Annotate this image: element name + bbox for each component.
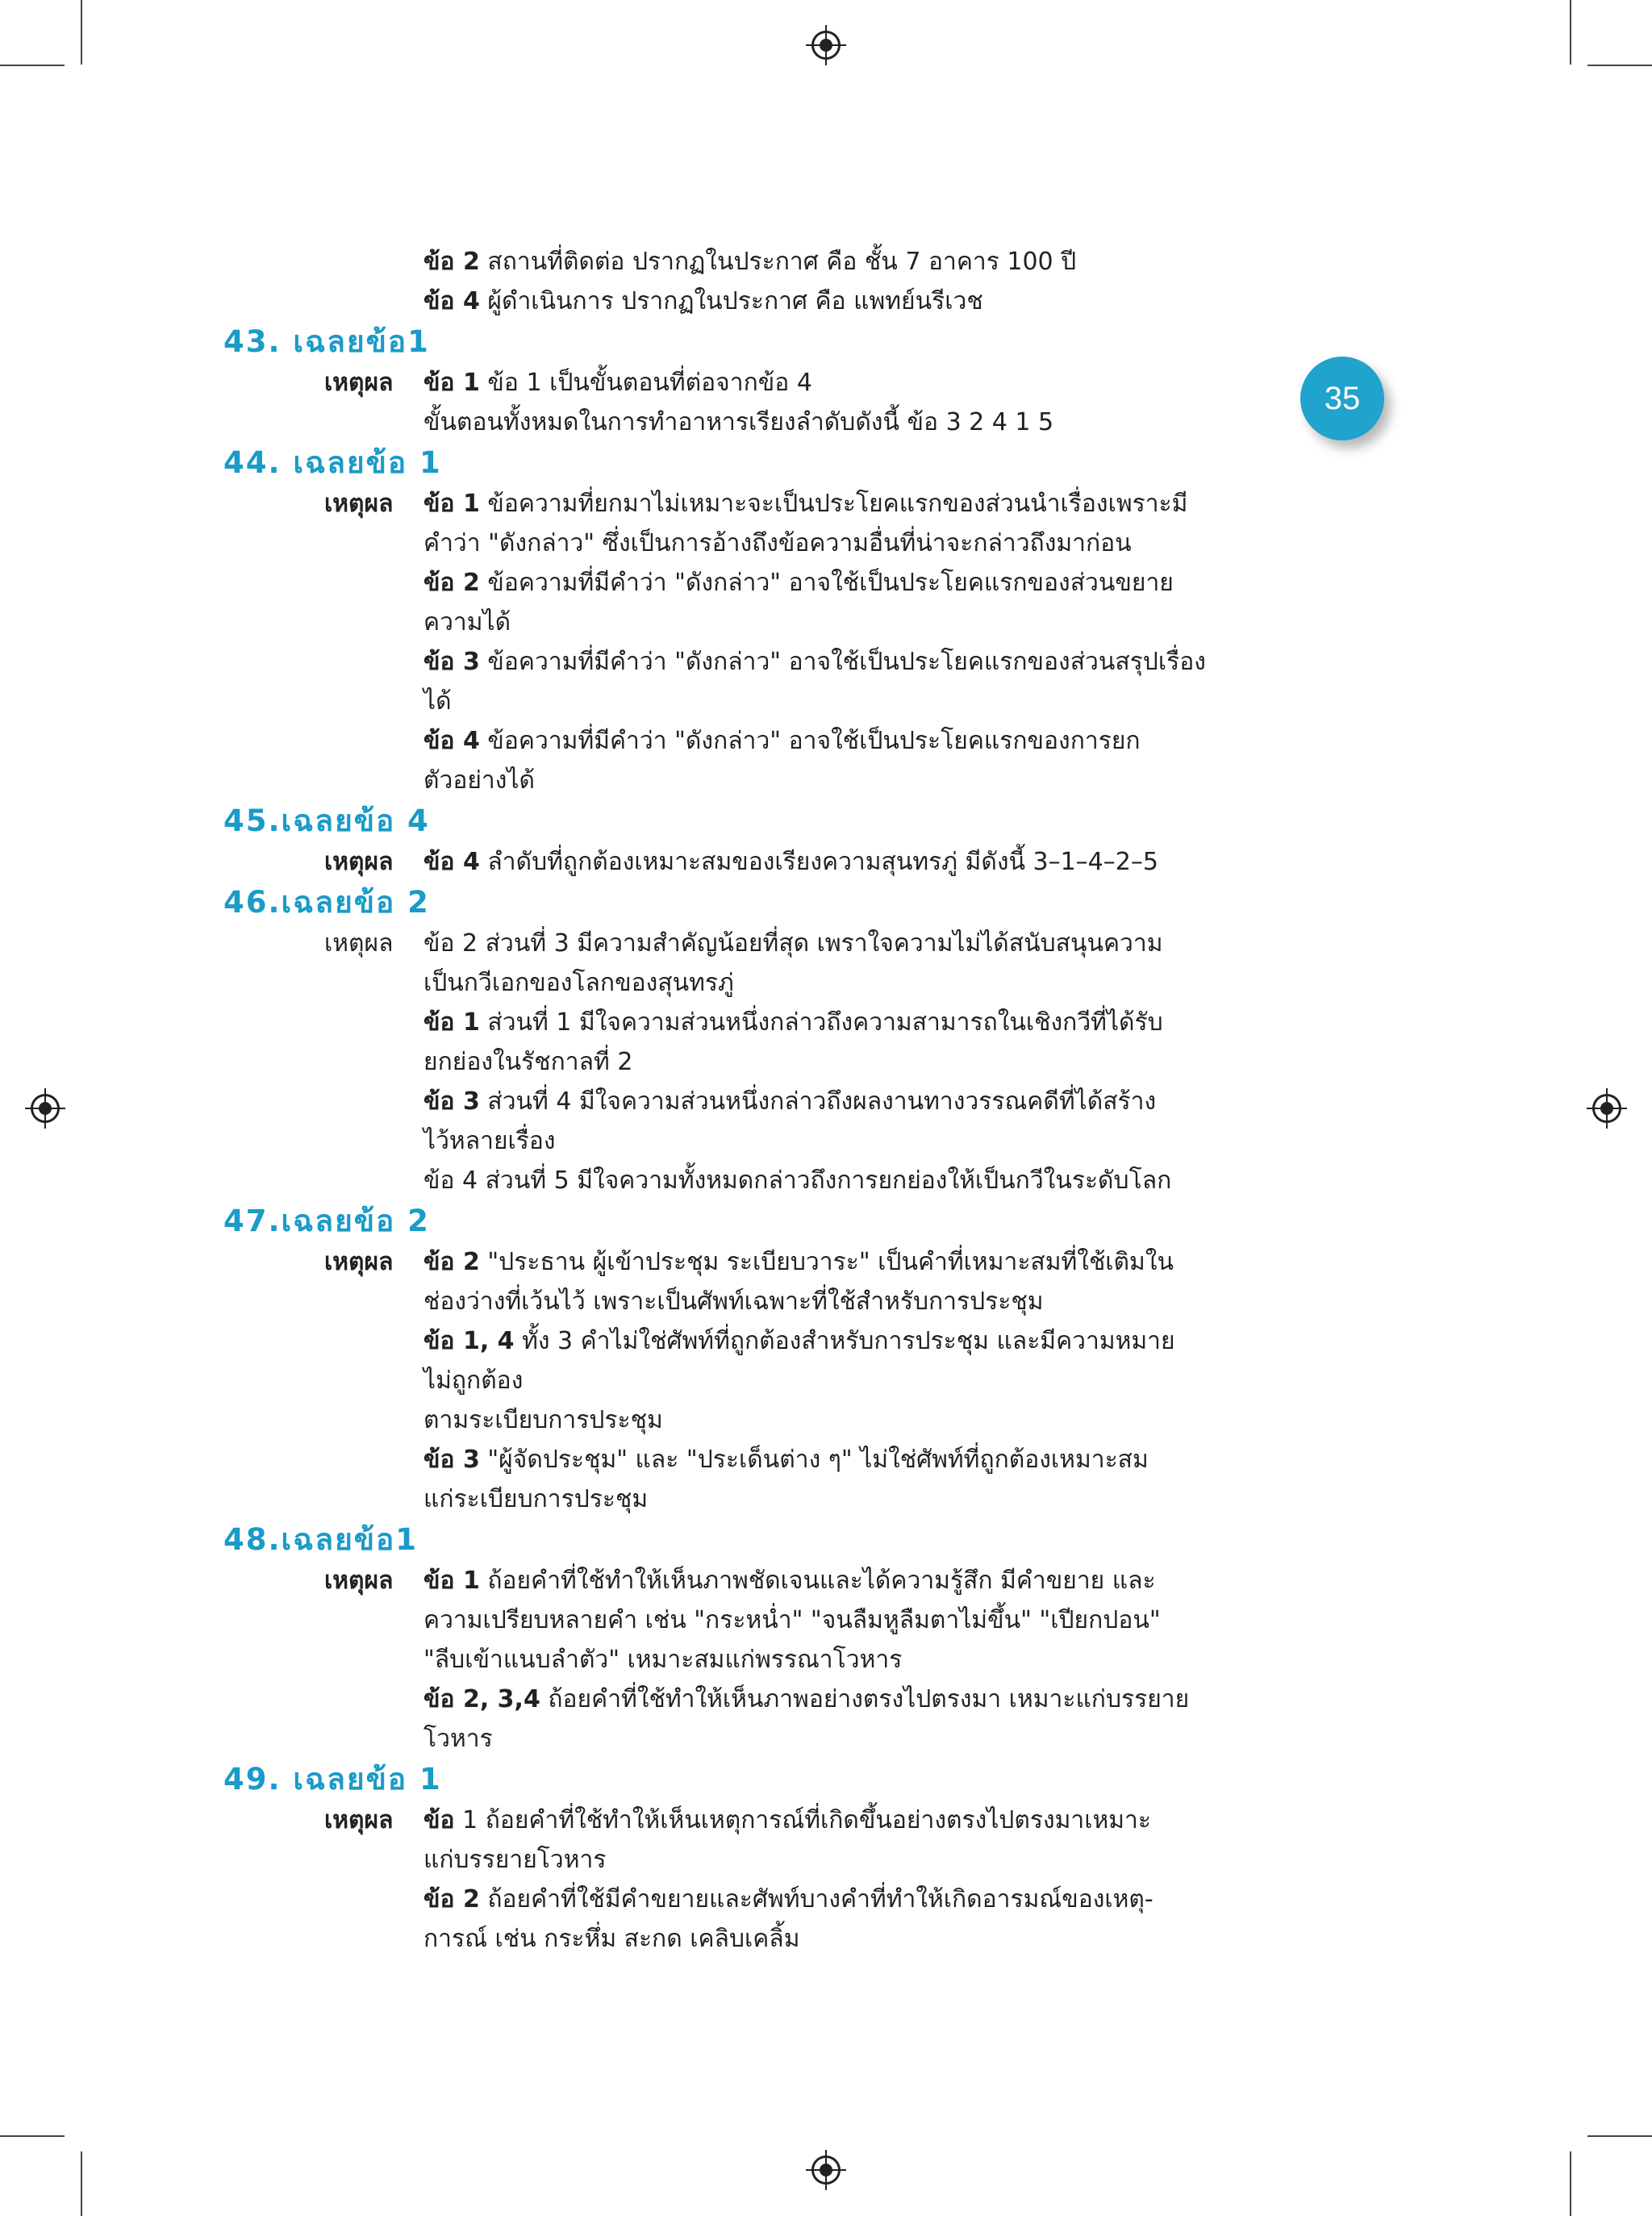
answer-heading: 48.เฉลยข้อ1 xyxy=(223,1522,419,1557)
text-line: ความเปรียบหลายคำ เช่น "กระหน่ำ" "จนลืมหูลืมตาไม่ขึ้น" "เปียกปอน" xyxy=(423,1606,1161,1634)
text-line: ข้อ 2 ถ้อยคำที่ใช้มีคำขยายและศัพท์บางคำที่ทำให้เกิดอารมณ์ของเหตุ- xyxy=(423,1885,1153,1913)
text-line: คำว่า "ดังกล่าว" ซึ่งเป็นการอ้างถึงข้อความอื่นที่น่าจะกล่าวถึงมาก่อน xyxy=(423,529,1132,557)
text-line: ได้ xyxy=(423,687,452,716)
text-line: ข้อ 2, 3,4 ถ้อยคำที่ใช้ทำให้เห็นภาพอย่างตรงไปตรงมา เหมาะแก่บรรยาย xyxy=(423,1685,1190,1713)
text-line: เหตุผล ข้อ 1 ถ้อยคำที่ใช้ทำให้เห็นเหตุการณ์ที่เกิดขึ้นอย่างตรงไปตรงมาเหมาะ xyxy=(0,1801,1652,1840)
text-line: ขั้นตอนทั้งหมดในการทำอาหารเรียงลำดับดังนี้ ข้อ 3 2 4 1 5 xyxy=(423,408,1054,436)
text-line: เหตุผล ข้อ 2 "ประธาน ผู้เข้าประชุม ระเบียบวาระ" เป็นคำที่เหมาะสมที่ใช้เติมใน xyxy=(0,1242,1652,1282)
text-line: เหตุผล ข้อ 4 ลำดับที่ถูกต้องเหมาะสมของเรียงความสุนทรภู่ มีดังนี้ 3–1–4–2–5 xyxy=(0,842,1652,882)
crop-mark xyxy=(81,0,82,65)
text-line: ข้อ 1, 4 ทั้ง 3 คำไม่ใช่ศัพท์ที่ถูกต้องสำหรับการประชุม และมีความหมาย xyxy=(423,1327,1175,1355)
text-line: เป็นกวีเอกของโลกของสุนทรภู่ xyxy=(423,969,734,997)
crop-mark xyxy=(1570,0,1571,65)
crop-mark xyxy=(0,2135,65,2137)
page-number-badge: 35 xyxy=(1300,357,1384,440)
text-line: ข้อ 2 สถานที่ติดต่อ ปรากฏในประกาศ คือ ชั้น 7 อาคาร 100 ปี xyxy=(423,248,1077,276)
text-line: ความได้ xyxy=(423,608,511,636)
text-line: ไว้หลายเรื่อง xyxy=(423,1127,556,1155)
text-line: ข้อ 4 ส่วนที่ 5 มีใจความทั้งหมดกล่าวถึงการยกย่องให้เป็นกวีในระดับโลก xyxy=(423,1166,1172,1195)
text-line: ข้อ 3 ข้อความที่มีคำว่า "ดังกล่าว" อาจใช้เป็นประโยคแรกของส่วนสรุปเรื่อง xyxy=(423,648,1206,676)
text-line: การณ์ เช่น กระหึ่ม สะกด เคลิบเคลิ้ม xyxy=(423,1925,800,1953)
answer-key-content xyxy=(0,242,1652,1959)
text-line: ยกย่องในรัชกาลที่ 2 xyxy=(423,1048,633,1076)
text-line: โวหาร xyxy=(423,1725,493,1753)
answer-heading: 49. เฉลยข้อ 1 xyxy=(223,1762,442,1797)
answer-heading: 43. เฉลยข้อ1 xyxy=(223,324,430,359)
registration-mark-icon xyxy=(811,2155,841,2185)
answer-heading: 46.เฉลยข้อ 2 xyxy=(223,885,430,920)
text-line: เหตุผล ข้อ 1 ข้อ 1 เป็นขั้นตอนที่ต่อจากข้อ 4 xyxy=(0,363,1652,403)
reason-label: เหตุผล xyxy=(324,929,394,958)
text-line: เหตุผล ข้อ 1 ถ้อยคำที่ใช้ทำให้เห็นภาพชัดเจนและได้ความรู้สึก มีคำขยาย และ xyxy=(0,1561,1652,1600)
reason-label: เหตุผล xyxy=(324,369,394,397)
text-line: ข้อ 2 ข้อความที่มีคำว่า "ดังกล่าว" อาจใช้เป็นประโยคแรกของส่วนขยาย xyxy=(423,569,1174,597)
text-line: ข้อ 1 ส่วนที่ 1 มีใจความส่วนหนึ่งกล่าวถึงความสามารถในเชิงกวีที่ได้รับ xyxy=(423,1008,1163,1037)
text-line: เหตุผล ข้อ 1 ข้อความที่ยกมาไม่เหมาะจะเป็นประโยคแรกของส่วนนำเรื่องเพราะมี xyxy=(0,484,1652,524)
text-line: ตามระเบียบการประชุม xyxy=(423,1406,663,1434)
crop-mark xyxy=(81,2151,82,2216)
text-line: ข้อ 3 ส่วนที่ 4 มีใจความส่วนหนึ่งกล่าวถึงผลงานทางวรรณคดีที่ได้สร้าง xyxy=(423,1087,1157,1116)
reason-label: เหตุผล xyxy=(324,490,394,518)
text-line: แก่ระเบียบการประชุม xyxy=(423,1485,649,1513)
reason-label: เหตุผล xyxy=(324,1567,394,1595)
crop-mark xyxy=(1587,65,1652,66)
crop-mark xyxy=(0,65,65,66)
text-line: "ลีบเข้าแนบลำตัว" เหมาะสมแก่พรรณาโวหาร xyxy=(423,1646,903,1674)
text-line: ข้อ 4 ข้อความที่มีคำว่า "ดังกล่าว" อาจใช้เป็นประโยคแรกของการยก xyxy=(423,727,1141,755)
text-line: ข้อ 3 "ผู้จัดประชุม" และ "ประเด็นต่าง ๆ" ไม่ใช่ศัพท์ที่ถูกต้องเหมาะสม xyxy=(423,1446,1149,1474)
text-line: ช่องว่างที่เว้นไว้ เพราะเป็นศัพท์เฉพาะที่ใช้สำหรับการประชุม xyxy=(423,1287,1044,1316)
text-line: ตัวอย่างได้ xyxy=(423,766,535,795)
reason-label: เหตุผล xyxy=(324,1806,394,1834)
reason-label: เหตุผล xyxy=(324,848,394,876)
reason-label: เหตุผล xyxy=(324,1248,394,1276)
text-line: ไม่ถูกต้อง xyxy=(423,1367,524,1395)
registration-mark-icon xyxy=(811,31,841,60)
answer-heading: 47.เฉลยข้อ 2 xyxy=(223,1204,430,1238)
crop-mark xyxy=(1587,2135,1652,2137)
answer-heading: 44. เฉลยข้อ 1 xyxy=(223,445,442,480)
crop-mark xyxy=(1570,2151,1571,2216)
text-line: เหตุผล ข้อ 2 ส่วนที่ 3 มีความสำคัญน้อยที่สุด เพราใจความไม่ได้สนับสนุนความ xyxy=(0,924,1652,963)
text-line: แก่บรรยายโวหาร xyxy=(423,1846,607,1874)
answer-heading: 45.เฉลยข้อ 4 xyxy=(223,803,430,838)
text-line: ข้อ 4 ผู้ดำเนินการ ปรากฏในประกาศ คือ แพทย์นรีเวช xyxy=(423,287,983,315)
